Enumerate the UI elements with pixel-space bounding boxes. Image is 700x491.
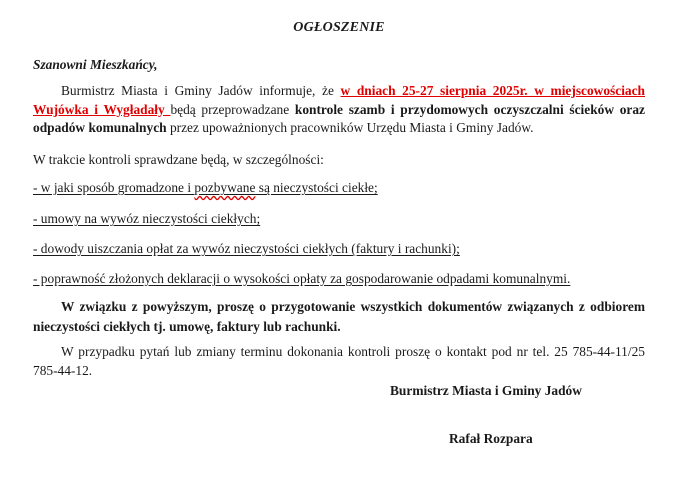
signature-office: Burmistrz Miasta i Gminy Jadów	[390, 383, 582, 398]
checklist-intro: W trakcie kontroli sprawdzane będą, w szczególności:	[33, 152, 324, 167]
contact-text: W przypadku pytań lub zmiany terminu dokonania kontroli proszę o kontakt pod nr tel. 25 785-44-11/25 785-44-12.	[33, 344, 645, 378]
documents-request-paragraph	[33, 297, 645, 337]
info-text-middle: będą przeprowadzane	[170, 101, 295, 117]
greeting: Szanowni Mieszkańcy,	[33, 57, 158, 72]
info-text-start: Burmistrz Miasta i Gminy Jadów informuje, że	[61, 83, 341, 98]
checklist-item	[33, 180, 378, 196]
checklist-item-text: są nieczystości ciekłe;	[255, 180, 378, 195]
checklist-item: - poprawność złożonych deklaracji o wysokości opłaty za gospodarowanie odpadami komunalnymi.	[33, 271, 571, 286]
signature-name: Rafał Rozpara	[449, 431, 533, 446]
checklist-item: - dowody uiszczania opłat za wywóz nieczystości ciekłych (faktury i rachunki);	[33, 241, 460, 256]
info-paragraph	[33, 82, 645, 138]
spellcheck-flagged-word: pozbywane	[194, 180, 256, 195]
info-text-end: przez upoważnionych pracowników Urzędu Miasta i Gminy Jadów.	[166, 120, 534, 136]
announcement-document	[33, 0, 645, 491]
document-title: OGŁOSZENIE	[293, 20, 385, 35]
inspection-scope: kontrole szamb i przydomowych oczyszczalni ścieków oraz odpadów komunalnych	[33, 101, 646, 136]
checklist-item: - umowy na wywóz nieczystości ciekłych;	[33, 211, 261, 226]
documents-request-text: W związku z powyższym, proszę o przygotowanie wszystkich dokumentów związanych z odbiorem nieczystości ciekłych tj. umowę, faktury lub rachunki.	[33, 299, 645, 334]
date-location-highlight: w dniach 25-27 sierpnia 2025r. w miejscowościach Wujówka i Wygładały	[33, 83, 645, 117]
contact-paragraph	[33, 342, 645, 380]
checklist-item-text: - w jaki sposób gromadzone i	[33, 180, 195, 195]
